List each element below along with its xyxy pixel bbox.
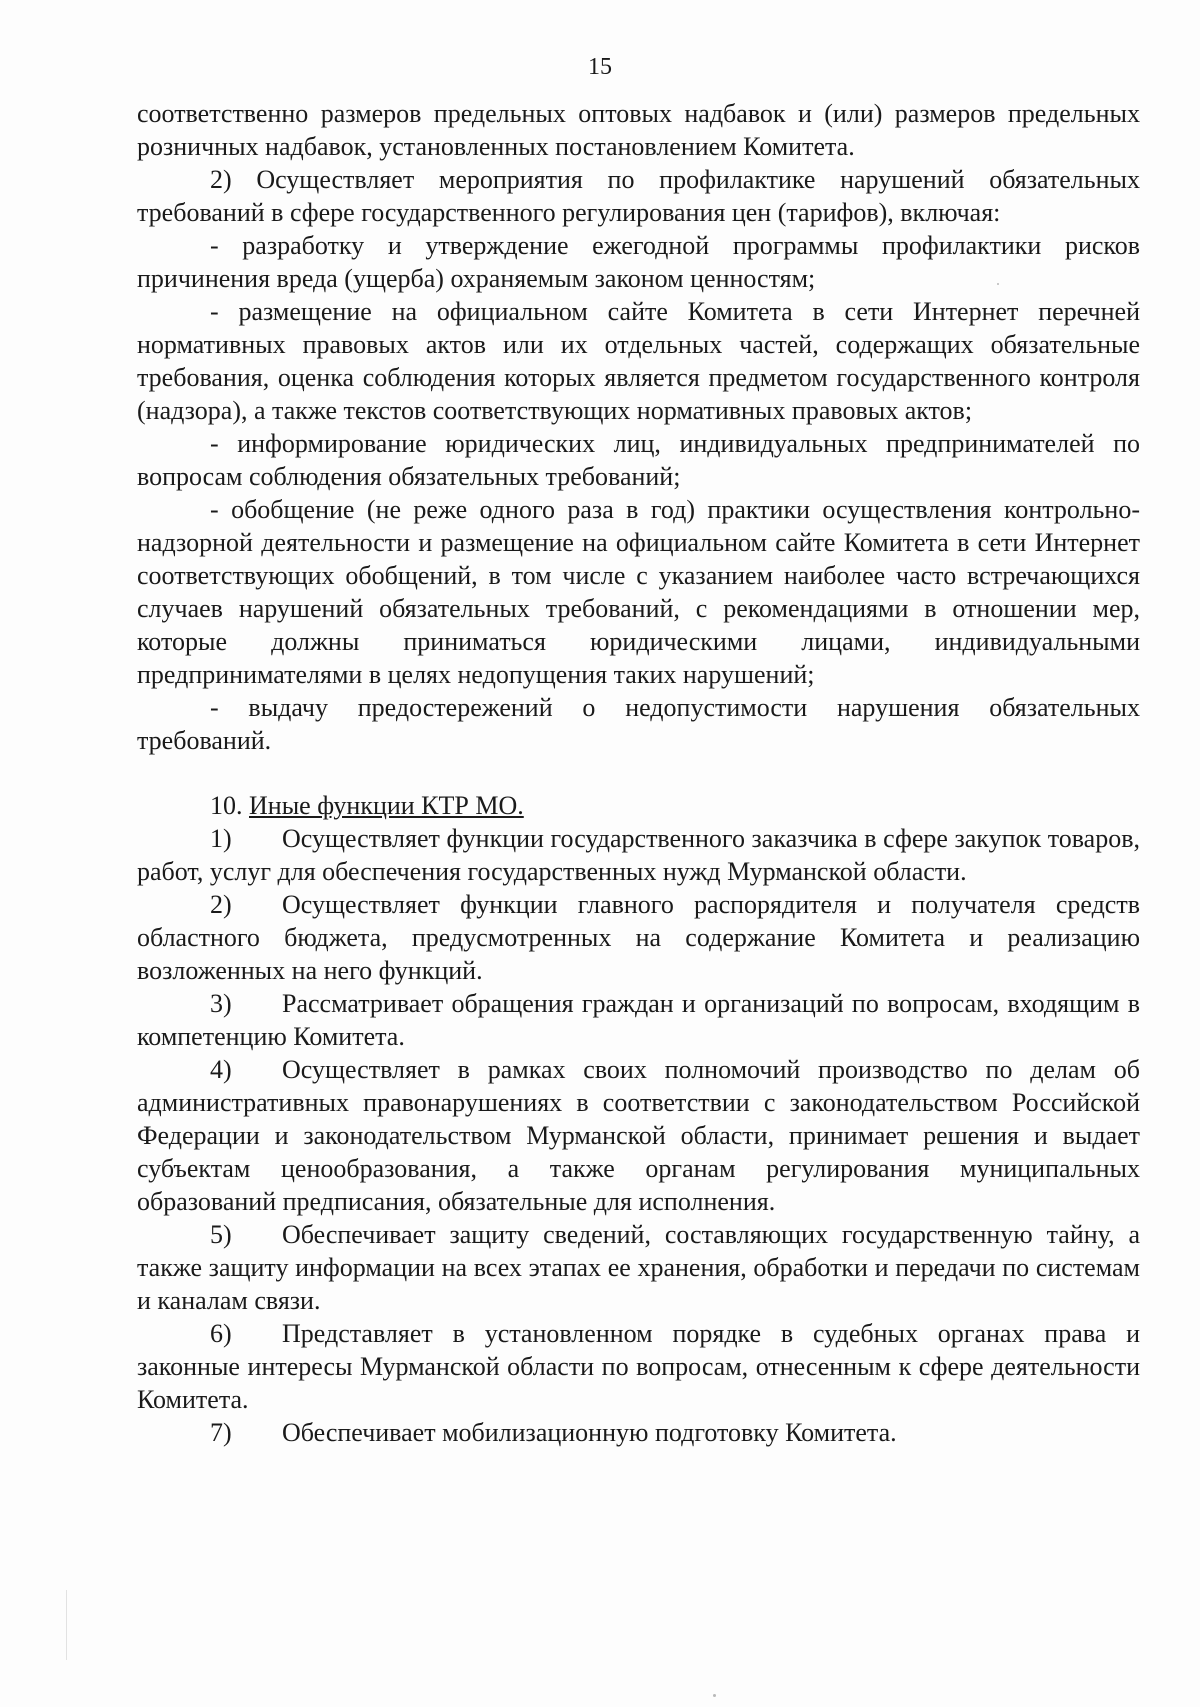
item-text: Рассматривает обращения граждан и организаций по вопросам, входящим в компетенцию Комитета. [137,989,1140,1051]
item-text: Осуществляет в рамках своих полномочий производство по делам об административных правонарушениях в соответствии с законодательством Российской Федерации и законодательством Мурманской области, принимает решения и выдает субъектам ценообразования, а также органам регулирования муниципальных образований предписания, обязательные для исполнения. [137,1055,1140,1216]
numbered-item [137,1317,1140,1416]
item-number: 6) [210,1319,232,1348]
item-text: Обеспечивает мобилизационную подготовку Комитета. [282,1418,897,1447]
item-number: 2) [210,890,232,919]
numbered-item [137,1218,1140,1317]
item-number: 5) [210,1220,232,1249]
scan-speck [713,1694,716,1697]
list-item: - информирование юридических лиц, индивидуальных предпринимателей по вопросам соблюдения обязательных требований; [137,429,1140,491]
item-text: Осуществляет функции главного распорядителя и получателя средств областного бюджета, предусмотренных на содержание Комитета и реализацию возложенных на него функций. [137,890,1140,985]
item-number: 3) [210,989,232,1018]
section-number: 10. [210,791,243,820]
document-body [137,97,1140,1449]
paragraph: 2) Осуществляет мероприятия по профилактике нарушений обязательных требований в сфере государственного регулирования цен (тарифов), включая: [137,165,1140,227]
numbered-item [137,888,1140,987]
item-text: Обеспечивает защиту сведений, составляющих государственную тайну, а также защиту информации на всех этапах ее хранения, обработки и передачи по системам и каналам связи. [137,1220,1140,1315]
numbered-item [137,1053,1140,1218]
numbered-item [137,1416,1140,1449]
scan-margin-line [66,1590,67,1660]
numbered-item [137,822,1140,888]
paragraph: соответственно размеров предельных оптовых надбавок и (или) размеров предельных розничных надбавок, установленных постановлением Комитета. [137,99,1140,161]
item-text: Представляет в установленном порядке в судебных органах права и законные интересы Мурманской области по вопросам, отнесенным к сфере деятельности Комитета. [137,1319,1140,1414]
section-title: Иные функции КТР МО. [249,791,524,820]
list-item: - разработку и утверждение ежегодной программы профилактики рисков причинения вреда (ущерба) охраняемым законом ценностям; [137,231,1140,293]
item-text: Осуществляет функции государственного заказчика в сфере закупок товаров, работ, услуг для обеспечения государственных нужд Мурманской области. [137,824,1140,886]
list-item: - обобщение (не реже одного раза в год) практики осуществления контрольно-надзорной деятельности и размещение на официальном сайте Комитета в сети Интернет соответствующих обобщений, в том числе с указанием наиболее часто встречающихся случаев нарушений обязательных требований, с рекомендациями в отношении мер, которые должны приниматься юридическими лицами, индивидуальными предпринимателями в целях недопущения таких нарушений; [137,495,1140,689]
page-number: 15 [588,54,612,80]
numbered-item [137,987,1140,1053]
item-number: 4) [210,1055,232,1084]
item-number: 7) [210,1418,232,1447]
item-number: 1) [210,824,232,853]
scan-speck [997,283,999,285]
section-heading [137,789,1140,822]
list-item: - размещение на официальном сайте Комитета в сети Интернет перечней нормативных правовых актов или их отдельных частей, содержащих обязательные требования, оценка соблюдения которых является предметом государственного контроля (надзора), а также текстов соответствующих нормативных правовых актов; [137,297,1140,425]
list-item: - выдачу предостережений о недопустимости нарушения обязательных требований. [137,693,1140,755]
